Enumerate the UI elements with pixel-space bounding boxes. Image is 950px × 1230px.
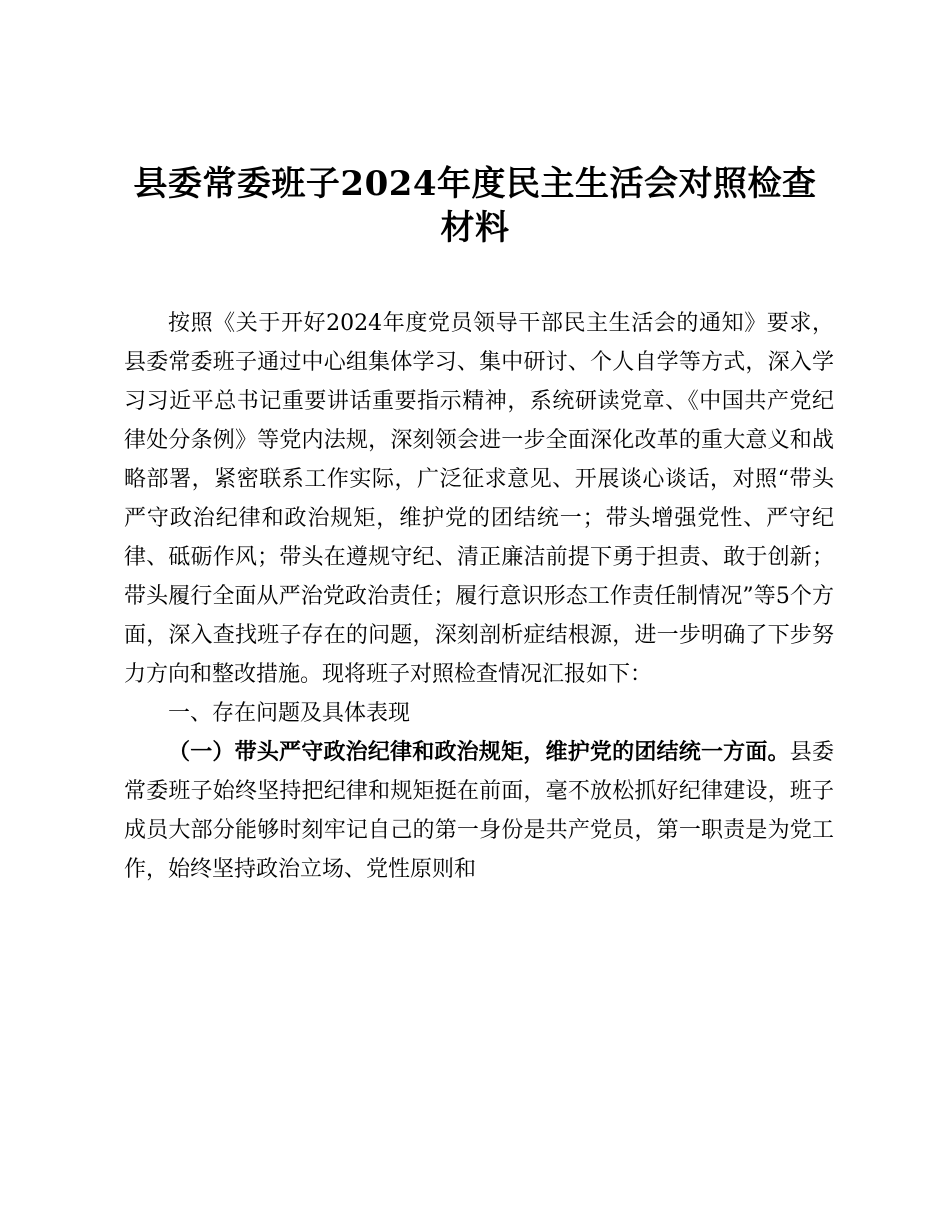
subsection-text-1: 县委常委班子始终坚持把纪律和规矩挺在前面，毫不放松抓好纪律建设，班子成员大部分能够时刻牢记自己的第一身份是共产党员，第一职责是为党工作，始终坚持政治立场、党性原则和 — [124, 740, 834, 882]
document-title: 县委常委班子2024年度民主生活会对照检查材料 — [133, 164, 817, 248]
subsection-lead-1: （一）带头严守政治纪律和政治规矩，维护党的团结统一方面。 — [168, 740, 790, 765]
intro-paragraph: 按照《关于开好2024年度党员领导干部民主生活会的通知》要求，县委常委班子通过中心组集体学习、集中研讨、个人自学等方式，深入学习习近平总书记重要讲话重要指示精神，系统研读党章、《中国共产党纪律处分条例》等党内法规，深刻领会进一步全面深化改革的重大意义和战略部署，紧密联系工作实际，广泛征求意见、开展谈心谈话，对照“带头严守政治纪律和政治规矩，维护党的团结统一；带头增强党性、严守纪律、砥砺作风；带头在遵规守纪、清正廉洁前提下勇于担责、敢于创新；带头履行全面从严治党政治责任；履行意识形态工作责任制情况”等5个方面，深入查找班子存在的问题，深刻剖析症结根源，进一步明确了下步努力方向和整改措施。现将班子对照检查情况汇报如下： — [124, 311, 834, 687]
subsection-paragraph-1 — [124, 733, 834, 889]
document-body — [124, 304, 834, 889]
section-heading-1: 一、存在问题及具体表现 — [168, 701, 411, 726]
